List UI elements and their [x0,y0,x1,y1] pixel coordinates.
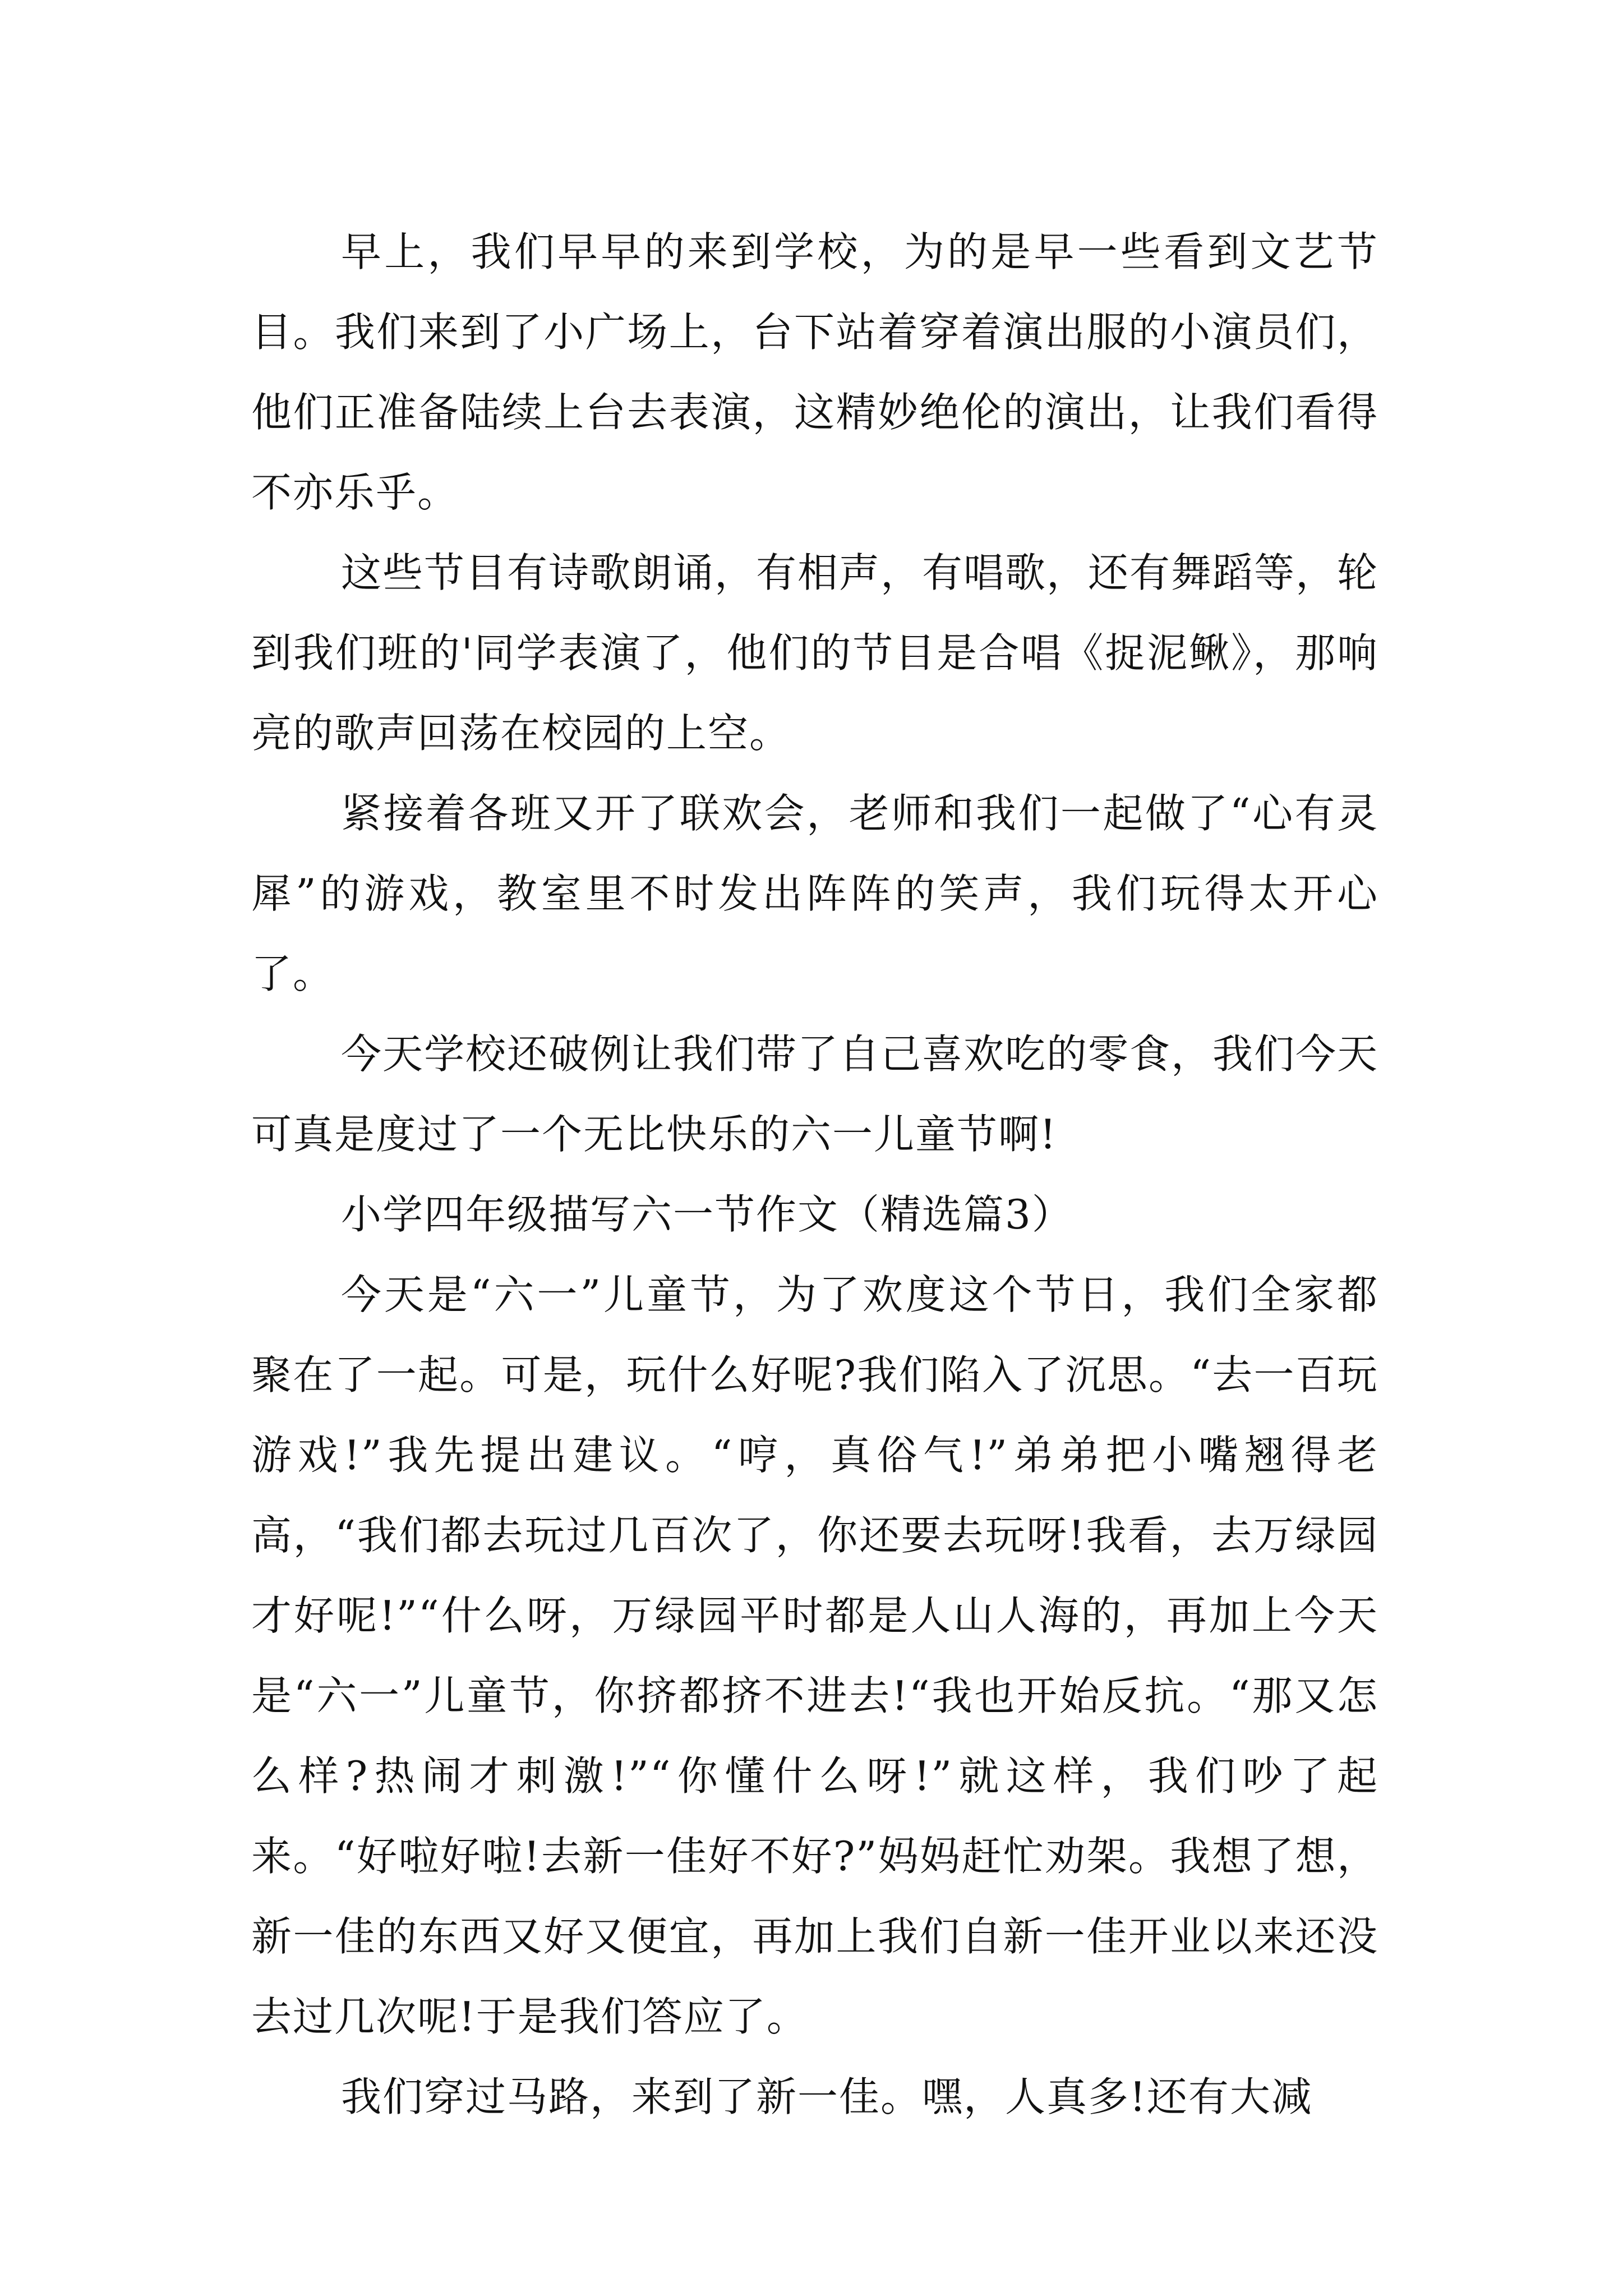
paragraph-1: 早上，我们早早的来到学校，为的是早一些看到文艺节目。我们来到了小广场上，台下站着穿着演出服的小演员们，他们正准备陆续上台去表演，这精妙绝伦的演出，让我们看得不亦乐乎。 [251,228,1378,516]
paragraph-4: 今天学校还破例让我们带了自己喜欢吃的零食，我们今天可真是度过了一个无比快乐的六一儿童节啊! [251,1030,1379,1158]
document-page [251,212,1378,2137]
section-title: 小学四年级描写六一节作文（精选篇3） [341,1191,1073,1238]
paragraph-6: 我们穿过马路，来到了新一佳。嘿，人真多!还有大减 [341,2073,1313,2120]
paragraph-3: 紧接着各班又开了联欢会，老师和我们一起做了“心有灵犀”的游戏，教室里不时发出阵阵的笑声，我们玩得太开心了。 [251,790,1378,997]
paragraph-5: 今天是“六一”儿童节，为了欢度这个节日，我们全家都聚在了一起。可是，玩什么好呢?我们陷入了沉思。“去一百玩游戏!”我先提出建议。“哼，真俗气!”弟弟把小嘴翘得老高，“我们都去玩过几百次了，你还要去玩呀!我看，去万绿园才好呢!”“什么呀，万绿园平时都是人山人海的，再加上今天是“六一”儿童节，你挤都挤不进去!“我也开始反抗。“那又怎么样?热闹才刺激!”“你懂什么呀!”就这样，我们吵了起来。“好啦好啦!去新一佳好不好?”妈妈赶忙劝架。我想了想，新一佳的东西又好又便宜，再加上我们自新一佳开业以来还没去过几次呢!于是我们答应了。 [251,1271,1378,2040]
paragraph-2: 这些节目有诗歌朗诵，有相声，有唱歌，还有舞蹈等，轮到我们班的'同学表演了，他们的节目是合唱《捉泥鳅》，那响亮的歌声回荡在校园的上空。 [251,549,1379,757]
